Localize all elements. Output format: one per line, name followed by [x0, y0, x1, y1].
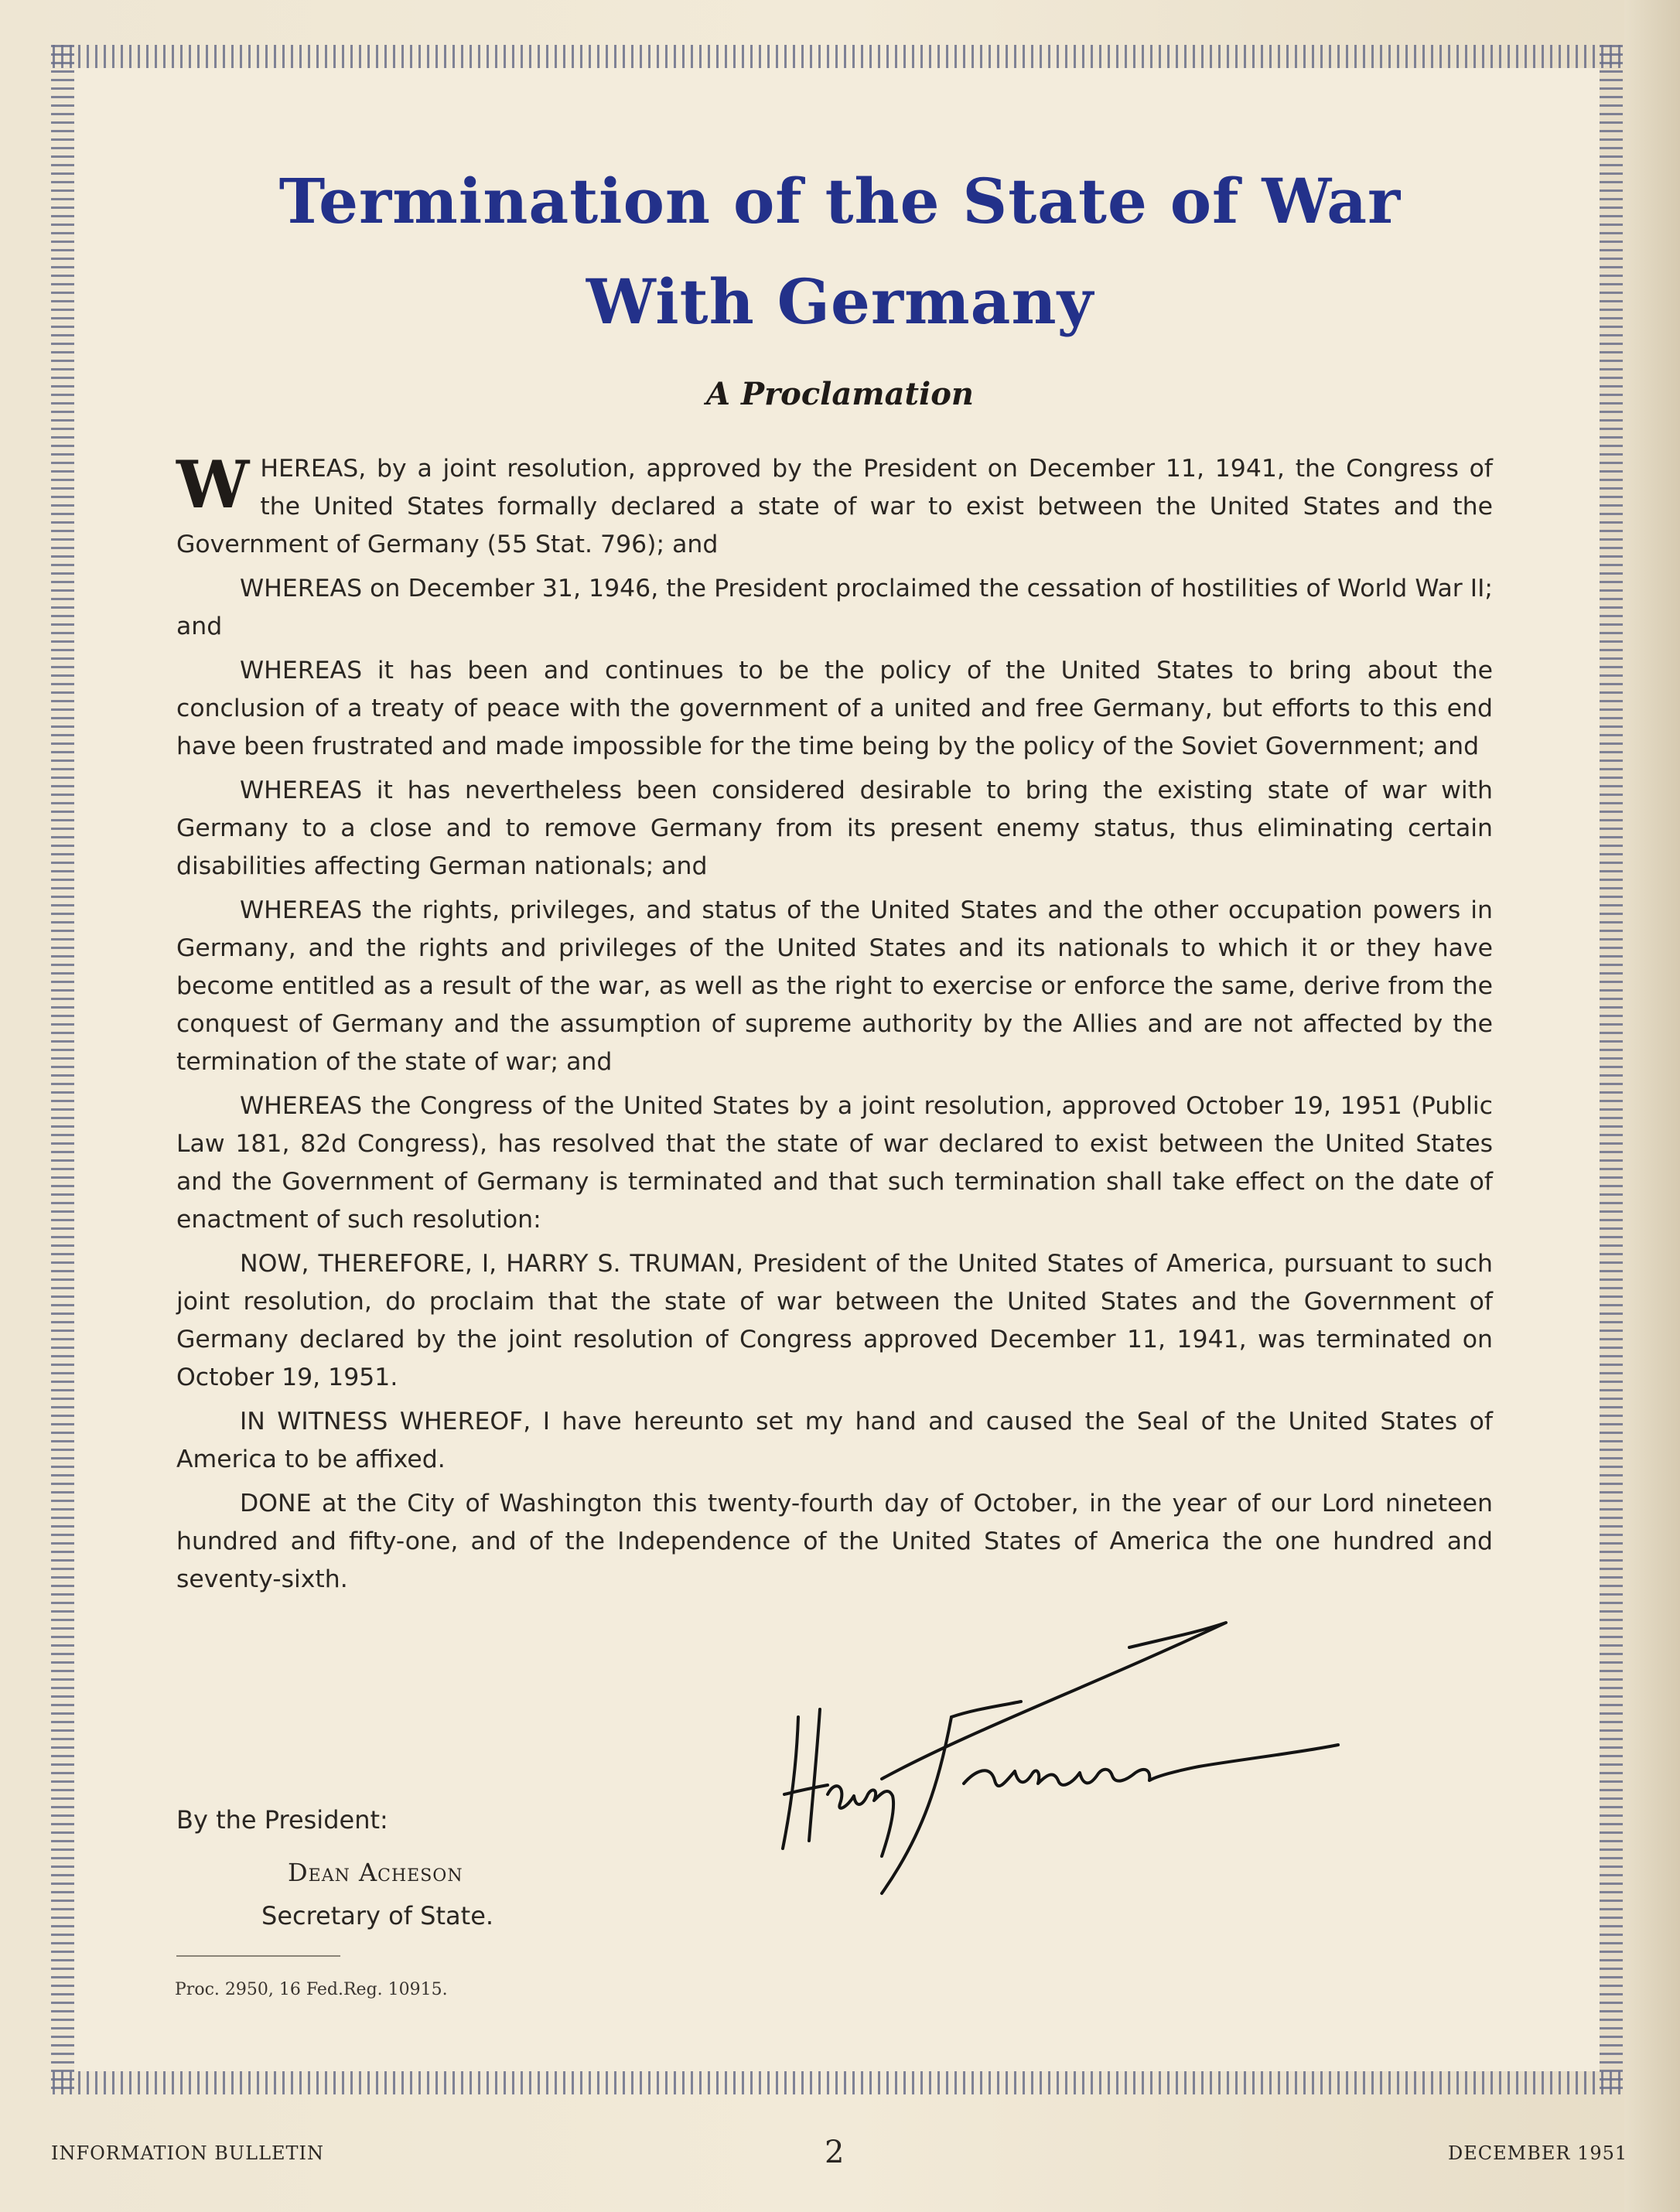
footnote-rule — [176, 1955, 340, 1957]
footer-publication: INFORMATION BULLETIN — [51, 2142, 325, 2164]
proclamation-body — [176, 446, 1493, 1605]
hatched-border-bottom — [53, 2071, 1621, 2094]
paragraph-1 — [176, 446, 1493, 564]
by-the-president-label: By the President: — [176, 1805, 388, 1835]
dropcap-letter: W — [176, 446, 250, 523]
paragraph-6: WHEREAS the Congress of the United States by a joint resolution, approved October 19, 1951 (Public Law 181, 82d Congress), has resolved that the state of war declared to exist between the United States and the Government of Germany is terminated and that such termination shall take effect on the date of enactment of such resolution: — [176, 1092, 1493, 1234]
hatched-border-top — [53, 45, 1621, 68]
page-edge-shadow — [1624, 0, 1680, 2212]
footer-page-number: 2 — [825, 2135, 845, 2170]
hatched-border-left — [51, 45, 74, 2094]
title-line-2: With Germany — [586, 265, 1094, 338]
paragraph-3: WHEREAS it has been and continues to be the policy of the United States to bring about the conclusion of a treaty of peace with the government of a united and free Germany, but efforts to this end have been frustrated and made impossible for the time being by the policy of the Soviet Government; and — [176, 657, 1493, 760]
paragraph-9: DONE at the City of Washington this twenty-fourth day of October, in the year of our Lord nineteen hundred and fifty-one, and of the Independence of the United States of America the one hundred and seventy-sixth. — [176, 1490, 1493, 1593]
paragraph-5: WHEREAS the rights, privileges, and status of the United States and the other occupation powers in Germany, and the rights and privileges of the United States and its nationals to which it or they have become entitled as a result of the war, as well as the right to exercise or enforce the same, derive from the conquest of Germany and the assumption of supreme authority by the Allies and are not affected by the termination of the state of war; and — [176, 896, 1493, 1076]
title-line-1: Termination of the State of War — [278, 165, 1402, 237]
footnote-citation: Proc. 2950, 16 Fed.Reg. 10915. — [175, 1980, 448, 1999]
paragraph-4: WHEREAS it has nevertheless been considered desirable to bring the existing state of war with Germany to a close and to remove Germany from its present enemy status, thus eliminating certain disabilities affecting German nationals; and — [176, 777, 1493, 880]
subtitle: A Proclamation — [706, 376, 974, 412]
signature-image — [766, 1601, 1369, 1910]
paragraph-2: WHEREAS on December 31, 1946, the President proclaimed the cessation of hostilities of World War II; and — [176, 575, 1493, 640]
secretary-name: Dean Acheson — [288, 1858, 463, 1887]
hatched-border-right — [1600, 45, 1623, 2094]
paragraph-7: NOW, THEREFORE, I, HARRY S. TRUMAN, President of the United States of America, pursuant to such joint resolution, do proclaim that the state of war between the United States and the Government of Germany declared by the joint resolution of Congress approved December 11, 1941, was terminated on October 19, 1951. — [176, 1250, 1493, 1391]
footer-date: DECEMBER 1951 — [1448, 2142, 1628, 2164]
secretary-title: Secretary of State. — [261, 1901, 494, 1930]
paragraph-1-text: HEREAS, by a joint resolution, approved by the President on December 11, 1941, the Congress of the United States formally declared a state of war to exist between the United States and the Government of Germany (55 Stat. 796); and — [176, 455, 1493, 558]
paragraph-8: IN WITNESS WHEREOF, I have hereunto set my hand and caused the Seal of the United States of America to be affixed. — [176, 1408, 1493, 1473]
